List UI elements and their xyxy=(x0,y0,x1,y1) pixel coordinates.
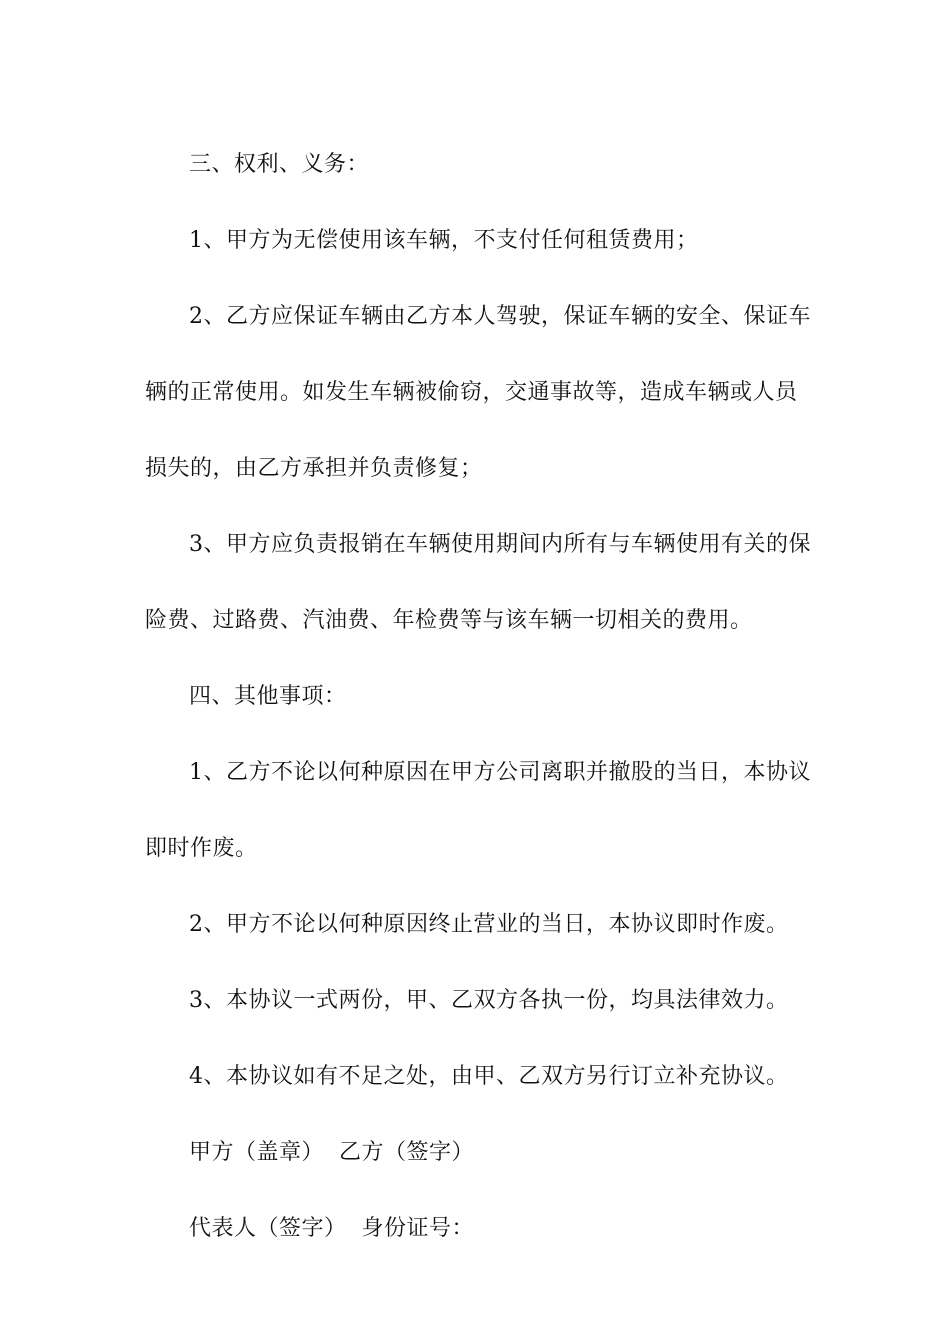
s3-item3-line1: 3、甲方应负责报销在车辆使用期间内所有与车辆使用有关的保 xyxy=(189,532,811,557)
s4-item2: 2、甲方不论以何种原因终止营业的当日，本协议即时作废。 xyxy=(189,912,789,937)
s3-item3-line2: 险费、过路费、汽油费、年检费等与该车辆一切相关的费用。 xyxy=(145,608,753,633)
signature-line-parties: 甲方（盖章） 乙方（签字） xyxy=(189,1140,474,1165)
s3-item2-line3: 损失的，由乙方承担并负责修复； xyxy=(145,456,483,481)
s4-item3: 3、本协议一式两份，甲、乙双方各执一份，均具法律效力。 xyxy=(189,988,789,1013)
section3-heading: 三、权利、义务： xyxy=(189,152,370,177)
s3-item2-line1: 2、乙方应保证车辆由乙方本人驾驶，保证车辆的安全、保证车 xyxy=(189,304,811,329)
s3-item1: 1、甲方为无偿使用该车辆，不支付任何租赁费用； xyxy=(189,228,699,253)
s3-item2-line2: 辆的正常使用。如发生车辆被偷窃，交通事故等，造成车辆或人员 xyxy=(145,380,798,405)
document-body xyxy=(145,127,810,1267)
s4-item1-line1: 1、乙方不论以何种原因在甲方公司离职并撤股的当日，本协议 xyxy=(189,760,811,785)
s4-item4: 4、本协议如有不足之处，由甲、乙双方另行订立补充协议。 xyxy=(189,1064,789,1089)
s4-item1-line2: 即时作废。 xyxy=(145,836,258,861)
signature-line-representative: 代表人（签字） 身份证号： xyxy=(189,1216,474,1241)
section4-heading: 四、其他事项： xyxy=(189,684,347,709)
